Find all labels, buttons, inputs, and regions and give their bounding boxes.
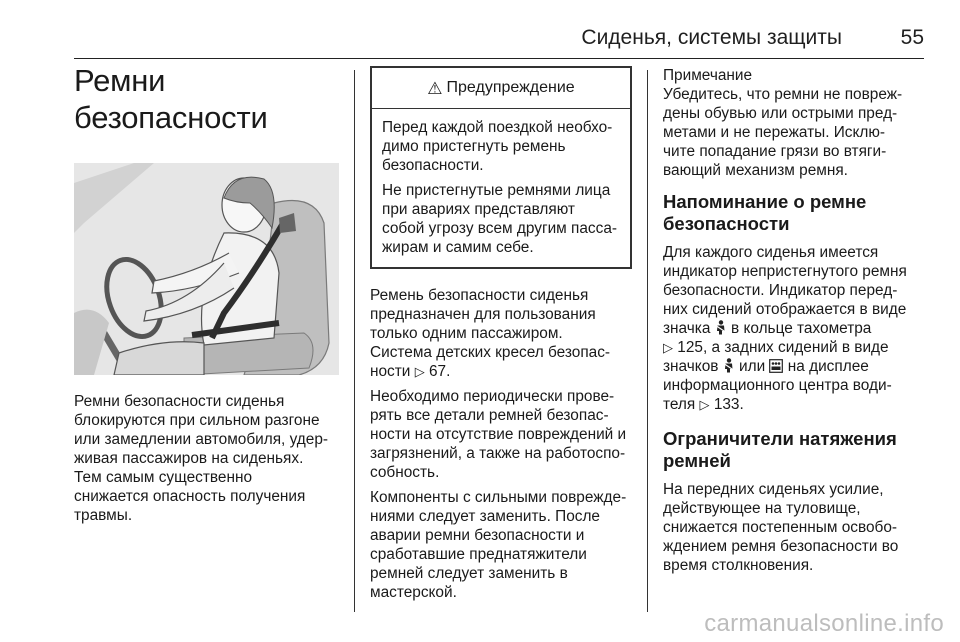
limiter-paragraph: На передних сиденьях усилие, действующее на туловище, снижается постепенным освобо- ждением ремня безопасности во время столкновения. [663, 481, 899, 574]
single-occupant-paragraph: Ремень безопасности сиденья предназначен для пользования только одним пассажиром. Система детских кресел безопас- ности ▷ 67. [370, 287, 611, 380]
page-ref-link[interactable]: 133. [713, 396, 744, 413]
watermark: carmanualsonline.info [704, 610, 944, 637]
column-divider-2 [647, 70, 648, 612]
warning-header [372, 68, 630, 109]
seatbelt-person-icon [723, 358, 735, 373]
warning-body [372, 109, 630, 267]
section-title: Ремни безопасности [74, 63, 268, 136]
header-rule [74, 58, 924, 59]
column-divider-1 [354, 70, 355, 612]
reminder-heading: Напоминание о ремне безопасности [663, 191, 867, 234]
page-ref-arrow-icon: ▷ [414, 364, 425, 379]
warning-triangle-icon: ⚠ [427, 78, 443, 98]
warning-heading: Предупреждение [446, 79, 575, 96]
warning-paragraph-2: Не пристегнутые ремнями лица при авариях представляют собой угрозу всем другим пасса- жирам и самим себе. [382, 182, 617, 256]
column-middle [370, 66, 635, 602]
note-paragraph: Убедитесь, что ремни не повреж- дены обувью или острыми пред- метами и не пережаты. Исклю- чите попадание грязи во втяги- вающий механизм ремня. [663, 86, 903, 179]
limiter-heading: Ограничители натяжения ремней [663, 428, 897, 471]
page-number: 55 [900, 26, 924, 49]
rear-seat-indicator-icon [769, 359, 783, 373]
page-ref-arrow-icon: ▷ [663, 340, 673, 355]
seatbelt-illustration [74, 163, 339, 375]
page-ref-arrow-icon: ▷ [699, 397, 710, 412]
page-ref-link[interactable]: 67. [428, 363, 451, 380]
column-seatbelts [74, 62, 344, 525]
seatbelt-person-icon [715, 320, 727, 335]
inspection-paragraph: Необходимо периодически прове- рять все детали ремней безопас- ности на отсутствие повреждений и загрязнений, а также на работоспо- собность. [370, 388, 627, 481]
intro-paragraph: Ремни безопасности сиденья блокируются при сильном разгоне или замедлении автомобиля, удер- живая пассажиров на сиденьях. Тем самым существенно снижается опасность получения травмы. [74, 393, 329, 525]
warning-box [370, 66, 632, 269]
replacement-paragraph: Компоненты с сильными поврежде- ниями следует заменить. После аварии ремни безопасности и сработавшие преднатяжители ремней следует заменить в мастерской. [370, 489, 627, 601]
column-right [663, 66, 925, 575]
note-title: Примечание [663, 67, 753, 84]
page-ref-link[interactable]: 125, а задних сидений в виде [677, 339, 889, 356]
reminder-paragraph: Для каждого сиденья имеется индикатор непристегнутого ремня безопасности. Индикатор перед- них сидений отображается в виде значка в кольце тахометра ▷ 125, а задних сидений в виде значков или на дисплее информационного центра води- теля ▷ 133. [663, 244, 907, 413]
header-title: Сиденья, системы защиты [581, 26, 842, 49]
warning-paragraph-1: Перед каждой поездкой необхо- димо пристегнуть ремень безопасности. [382, 119, 613, 174]
page-header [0, 0, 960, 60]
